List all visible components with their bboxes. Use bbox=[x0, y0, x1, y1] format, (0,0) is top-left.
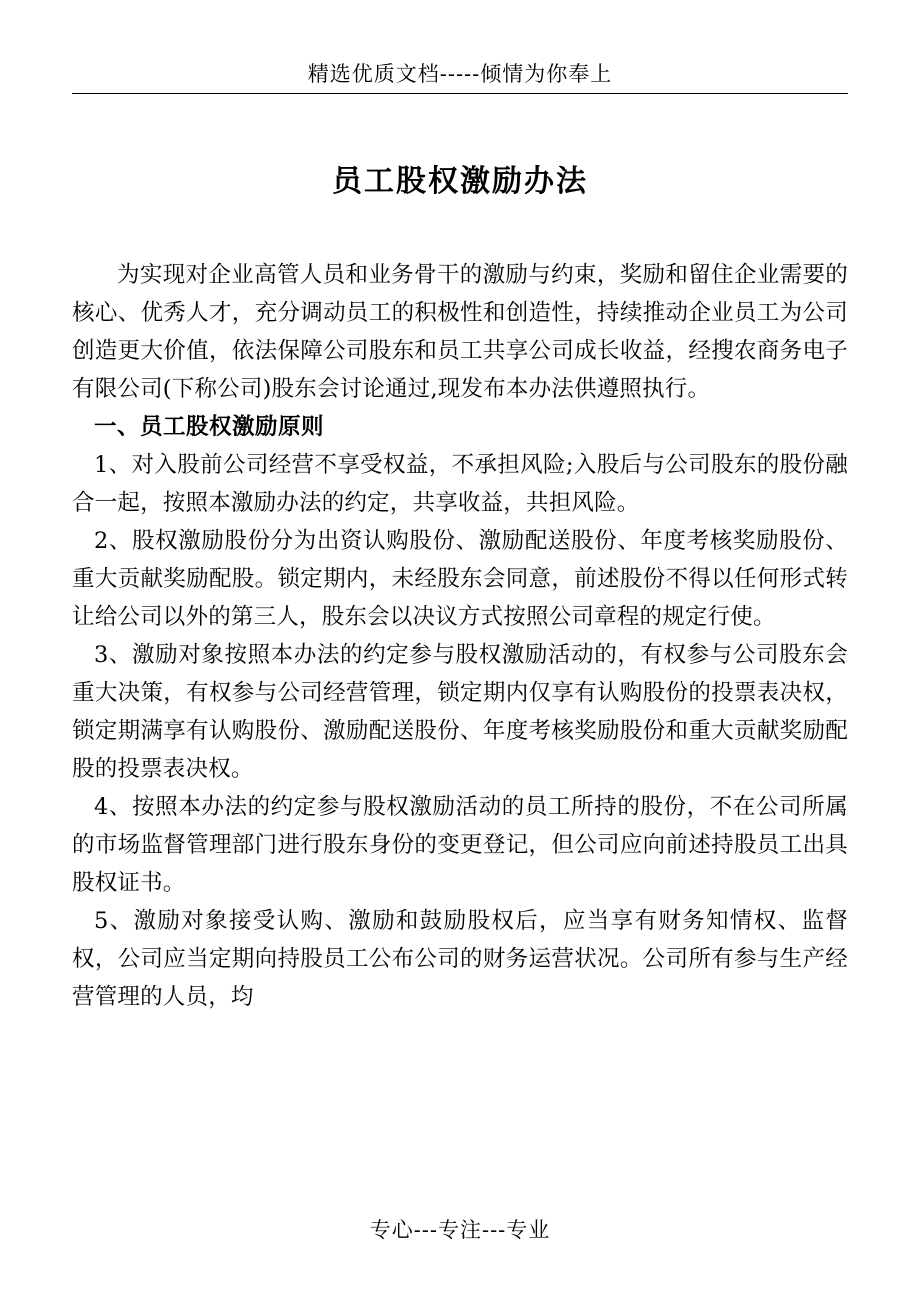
paragraph-item-4: 4、按照本办法的约定参与股权激励活动的员工所持的股份，不在公司所属的市场监督管理部门进行股东身份的变更登记，但公司应向前述持股员工出具股权证书。 bbox=[72, 794, 848, 897]
section-heading-principles: 一、员工股权激励原则 bbox=[94, 414, 325, 441]
page-header bbox=[72, 0, 848, 94]
page-title: 员工股权激励办法 bbox=[332, 164, 588, 200]
paragraph-item-1: 1、对入股前公司经营不享受权益，不承担风险;入股后与公司股东的股份融合一起，按照本激励办法的约定，共享收益，共担风险。 bbox=[72, 452, 848, 517]
paragraph-item-2: 2、股权激励股份分为出资认购股份、激励配送股份、年度考核奖励股份、重大贡献奖励配股。锁定期内，未经股东会同意，前述股份不得以任何形式转让给公司以外的第三人，股东会以决议方式按照公司章程的规定行使。 bbox=[72, 528, 848, 631]
paragraph-item-5: 5、激励对象接受认购、激励和鼓励股权后，应当享有财务知情权、监督权，公司应当定期向持股员工公布公司的财务运营状况。公司所有参与生产经营管理的人员，均 bbox=[72, 908, 848, 1011]
document-body bbox=[72, 256, 848, 1016]
header-divider bbox=[72, 93, 848, 94]
page-footer: 专心---专注---专业 bbox=[369, 1218, 551, 1242]
paragraph-item-3: 3、激励对象按照本办法的约定参与股权激励活动的，有权参与公司股东会重大决策，有权参与公司经营管理，锁定期内仅享有认购股份的投票表决权，锁定期满享有认购股份、激励配送股份、年度考核奖励股份和重大贡献奖励配股的投票表决权。 bbox=[72, 642, 848, 783]
header-text: 精选优质文档-----倾情为你奉上 bbox=[307, 62, 613, 86]
paragraph-intro: 为实现对企业高管人员和业务骨干的激励与约束，奖励和留住企业需要的核心、优秀人才，充分调动员工的积极性和创造性，持续推动企业员工为公司创造更大价值，依法保障公司股东和员工共享公司成长收益，经搜农商务电子有限公司(下称公司)股东会讨论通过,现发布本办法供遵照执行。 bbox=[72, 262, 848, 403]
